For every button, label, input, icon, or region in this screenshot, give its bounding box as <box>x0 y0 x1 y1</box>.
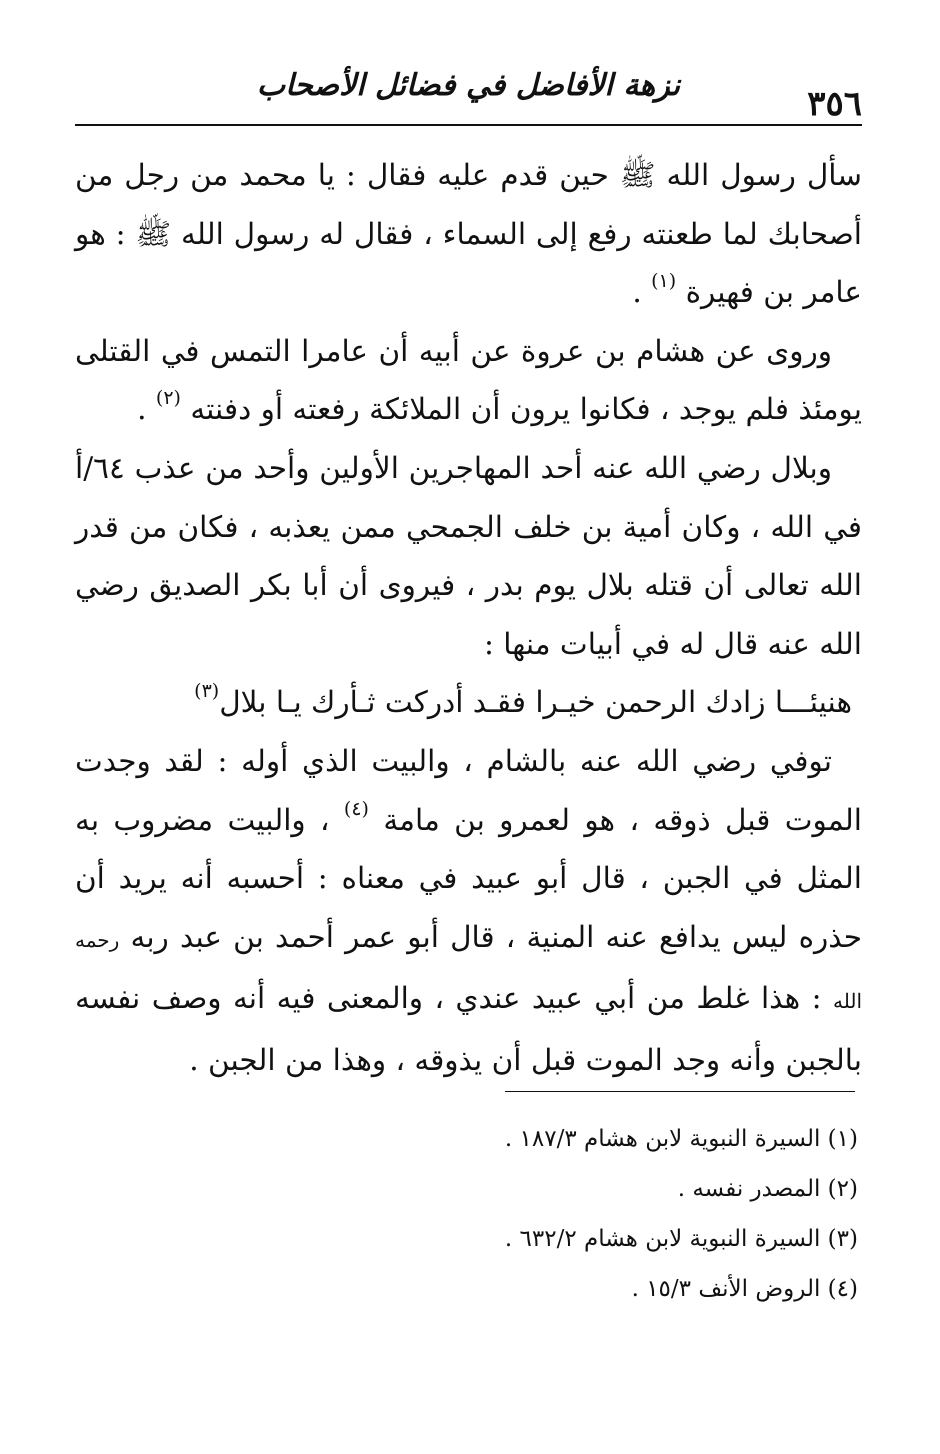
paragraph-4 <box>75 732 862 1090</box>
footnote-ref-2[interactable]: (٢) <box>155 387 181 410</box>
paragraph-1 <box>75 146 862 322</box>
poem-verse-text: هنيئـــا زادك الرحمن خيـرا فقـد أدركت ثـأرك يـا بلال <box>219 685 852 720</box>
page-number: ٣٥٦ <box>807 84 862 124</box>
footnote-ref-4[interactable]: (٤) <box>343 797 369 820</box>
running-title: نزهة الأفاضل في فضائل الأصحاب <box>256 68 681 103</box>
paragraph-4-text-b: ، والبيت مضروب به المثل في الجبن ، قال أبو عبيد في معناه : أحسبه أنه يريد أن حذره ليس يدافع عنه المنية ، قال أبو عمر أحمد بن عبد ربه <box>75 802 862 954</box>
paragraph-4-text-c: : هذا غلط من أبي عبيد عندي ، والمعنى فيه أنه وصف نفسه بالجبن وأنه وجد الموت قبل أن يذوقه ، وهذا من الجبن . <box>75 981 862 1077</box>
paragraph-1-end: . <box>632 275 652 310</box>
header-divider <box>75 124 862 126</box>
footnote-ref-1[interactable]: (١) <box>651 270 677 293</box>
poem-verse <box>75 673 862 732</box>
paragraph-3: وبلال رضي الله عنه أحد المهاجرين الأولين وأحد من عذب ٦٤/أ في الله ، وكان أمية بن خلف الجمحي ممن يعذبه ، فكان من قدر الله تعالى أن قتله بلال يوم بدر ، فيروى أن أبا بكر الصديق رضي الله عنه قال له في أبيات منها : <box>75 450 862 661</box>
paragraph-2-text: وروى عن هشام بن عروة عن أبيه أن عامرا التمس في القتلى يومئذ فلم يوجد ، فكانوا يرون أن الملائكة رفعته أو دفنته <box>75 333 862 427</box>
footnote-3: (٣) السيرة النبوية لابن هشام ٦٣٢/٢ . <box>504 1226 858 1252</box>
paragraph-2 <box>75 322 862 439</box>
footnote-ref-3[interactable]: (٣) <box>194 680 220 703</box>
honorific-glyph: رحمه الله <box>75 927 862 1014</box>
footnote-1: (١) السيرة النبوية لابن هشام ١٨٧/٣ . <box>504 1126 858 1152</box>
footnote-4: (٤) الروض الأنف ١٥/٣ . <box>631 1276 858 1302</box>
footnote-divider <box>505 1091 855 1092</box>
paragraph-2-end: . <box>137 392 156 427</box>
footnotes <box>400 1114 858 1314</box>
paragraph-1-text: سأل رسول الله ﷺ حين قدم عليه فقال : يا محمد من رجل من أصحابك لما طعنته رفع إلى السماء ، فقال له رسول الله ﷺ : هو عامر بن فهيرة <box>75 158 862 310</box>
paragraph-4-text-a: توفي رضي الله عنه بالشام ، والبيت الذي أوله : لقد وجدت الموت قبل ذوقه ، هو لعمرو بن مامة <box>75 743 862 837</box>
main-text <box>75 146 862 1090</box>
footnote-2: (٢) المصدر نفسه . <box>677 1176 858 1202</box>
page-header <box>75 58 862 124</box>
